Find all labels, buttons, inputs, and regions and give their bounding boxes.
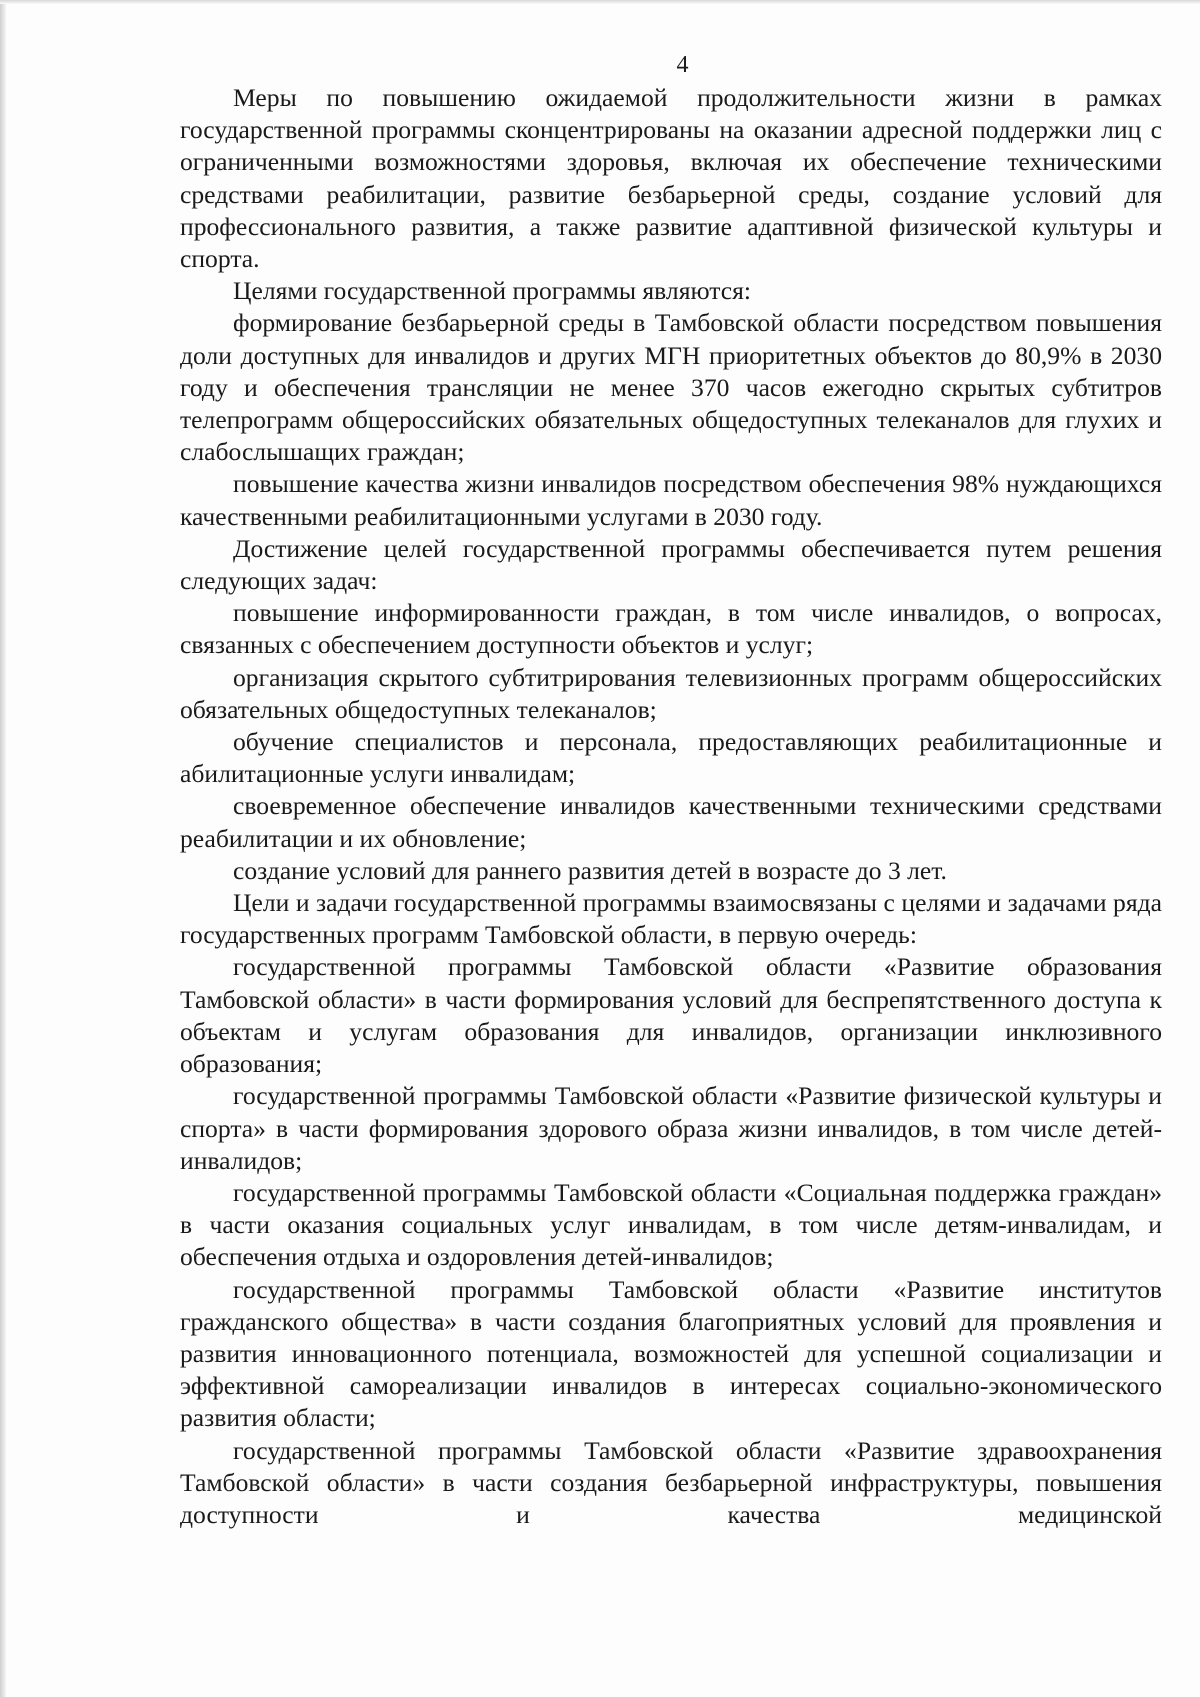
paragraph-task-rehab-means: своевременное обеспечение инвалидов качественными техническими средствами реабилитации и их обновление;: [180, 791, 1162, 853]
scan-edge-shadow: [0, 0, 6, 1697]
paragraph-program-education: государственной программы Тамбовской области «Развитие образования Тамбовской области» в части формирования условий для беспрепятственного доступа к объектам и услугам образования для инвалидов, организации инклюзивного образования;: [180, 952, 1162, 1079]
paragraph-program-healthcare: государственной программы Тамбовской области «Развитие здравоохранения Тамбовской области» в части создания безбарьерной инфраструктуры, повышения доступности и качества медицинской: [180, 1435, 1162, 1529]
paragraph-goal-quality-of-life: повышение качества жизни инвалидов посредством обеспечения 98% нуждающихся качественными реабилитационными услугами в 2030 году.: [180, 469, 1162, 531]
paragraph-program-civil-society: государственной программы Тамбовской области «Развитие институтов гражданского общества» в части создания благоприятных условий для проявления и развития инновационного потенциала, возможностей для успешной социализации и эффективной самореализации инвалидов в интересах социально-экономического развития области;: [180, 1274, 1162, 1433]
paragraph-related-programs-intro: Цели и задачи государственной программы взаимосвязаны с целями и задачами ряда государственных программ Тамбовской области, в первую очередь:: [180, 888, 1162, 950]
paragraph-task-subtitles: организация скрытого субтитрирования телевизионных программ общероссийских обязательных общедоступных телеканалов;: [180, 662, 1162, 724]
paragraph-goal-barrier-free: формирование безбарьерной среды в Тамбовской области посредством повышения доли доступных для инвалидов и других МГН приоритетных объектов до 80,9% в 2030 году и обеспечения трансляции не менее 370 часов ежегодно скрытых субтитров телепрограмм общероссийских обязательных общедоступных телеканалов для глухих и слабослышащих граждан;: [180, 308, 1162, 467]
paragraph-goals-intro: Целями государственной программы являются:: [233, 276, 751, 306]
paragraph-life-expectancy: Меры по повышению ожидаемой продолжительности жизни в рамках государственной программы сконцентрированы на оказании адресной поддержки лиц с ограниченными возможностями здоровья, включая их обеспечение техническими средствами реабилитации, развитие безбарьерной среды, создание условий для профессионального развития, а также развитие адаптивной физической культуры и спорта.: [180, 83, 1162, 274]
paragraph-program-social-support: государственной программы Тамбовской области «Социальная поддержка граждан» в части оказания социальных услуг инвалидам, в том числе детям-инвалидам, и обеспечения отдыха и оздоровления детей-инвалидов;: [180, 1177, 1162, 1272]
paragraph-program-sport: государственной программы Тамбовской области «Развитие физической культуры и спорта» в части формирования здорового образа жизни инвалидов, в том числе детей-инвалидов;: [180, 1081, 1162, 1175]
paragraph-task-awareness: повышение информированности граждан, в том числе инвалидов, о вопросах, связанных с обеспечением доступности объектов и услуг;: [180, 598, 1162, 660]
document-body: [180, 82, 1162, 1531]
paragraph-task-early-development: создание условий для раннего развития детей в возрасте до 3 лет.: [233, 855, 947, 885]
scan-top-shadow: [0, 0, 1200, 4]
paragraph-tasks-intro: Достижение целей государственной программы обеспечивается путем решения следующих задач:: [180, 533, 1162, 596]
page-number: 4: [676, 52, 689, 78]
paragraph-task-training: обучение специалистов и персонала, предоставляющих реабилитационные и абилитационные услуги инвалидам;: [180, 727, 1162, 789]
